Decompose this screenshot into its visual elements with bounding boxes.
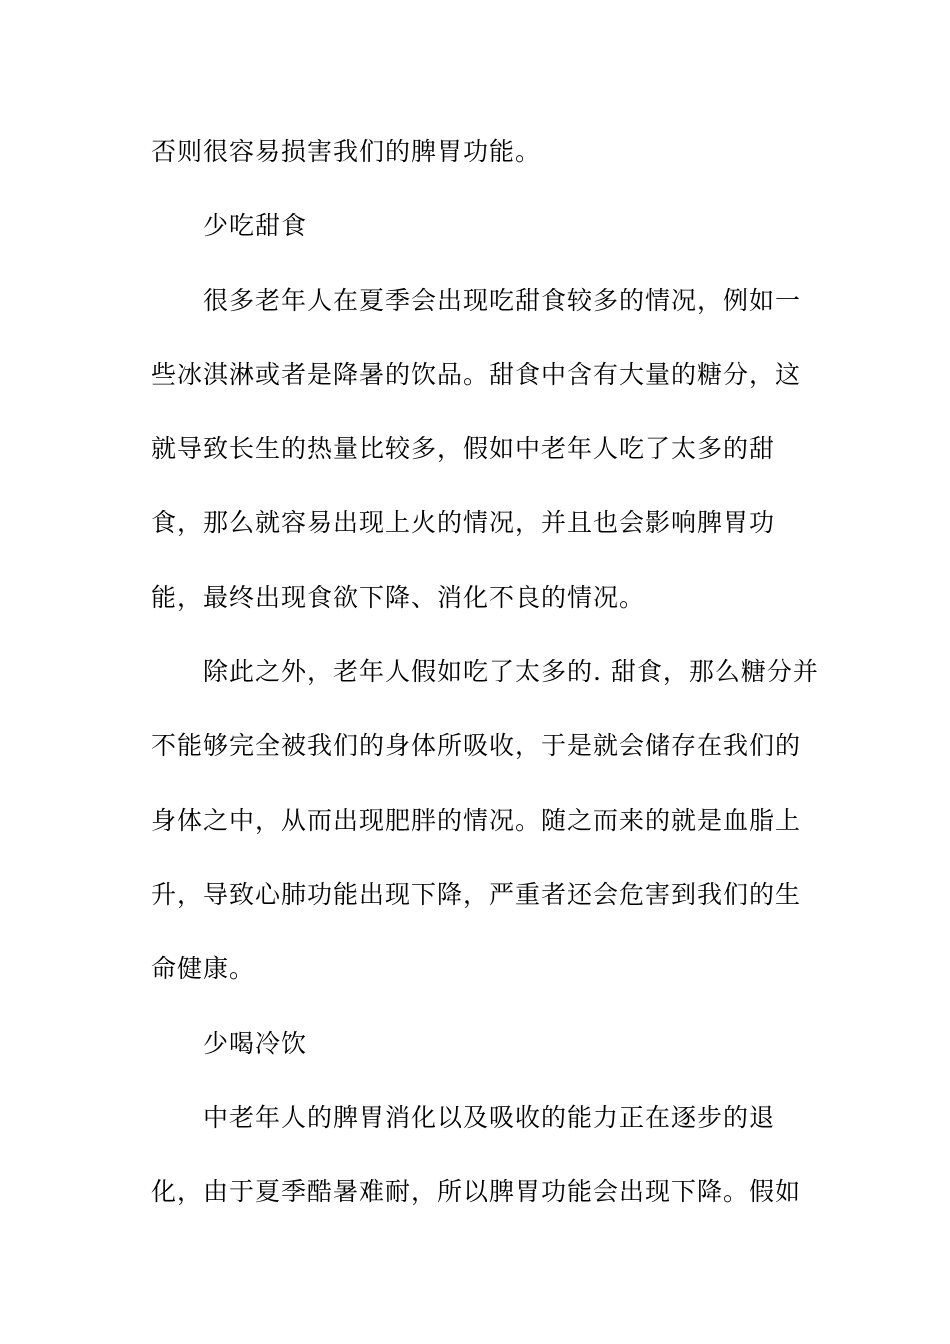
paragraph-line: 命健康。 [151,954,256,983]
paragraph-line: 就导致长生的热量比较多，假如中老年人吃了太多的甜 [151,434,776,463]
paragraph-line: 除此之外，老年人假如吃了太多的. 甜食，那么糖分并 [203,657,819,686]
paragraph-line: 身体之中，从而出现肥胖的情况。随之而来的就是血脂上 [151,806,802,835]
paragraph-line: 化，由于夏季酷暑难耐，所以脾胃功能会出现下降。假如 [151,1177,802,1206]
paragraph-line: 否则很容易损害我们的脾胃功能。 [151,137,542,166]
section-heading-less-cold-drinks: 少喝冷饮 [203,1029,308,1058]
paragraph-line: 些冰淇淋或者是降暑的饮品。甜食中含有大量的糖分，这 [151,360,802,389]
paragraph-line: 升，导致心肺功能出现下降，严重者还会危害到我们的生 [151,880,802,909]
section-heading-less-sweets: 少吃甜食 [203,211,308,240]
paragraph-line: 中老年人的脾胃消化以及吸收的能力正在逐步的退 [203,1103,776,1132]
paragraph-line: 食，那么就容易出现上火的情况，并且也会影响脾胃功 [151,508,776,537]
paragraph-line: 很多老年人在夏季会出现吃甜食较多的情况，例如一 [203,286,802,315]
paragraph-line: 不能够完全被我们的身体所吸收，于是就会储存在我们的 [151,731,802,760]
paragraph-line: 能，最终出现食欲下降、消化不良的情况。 [151,583,646,612]
